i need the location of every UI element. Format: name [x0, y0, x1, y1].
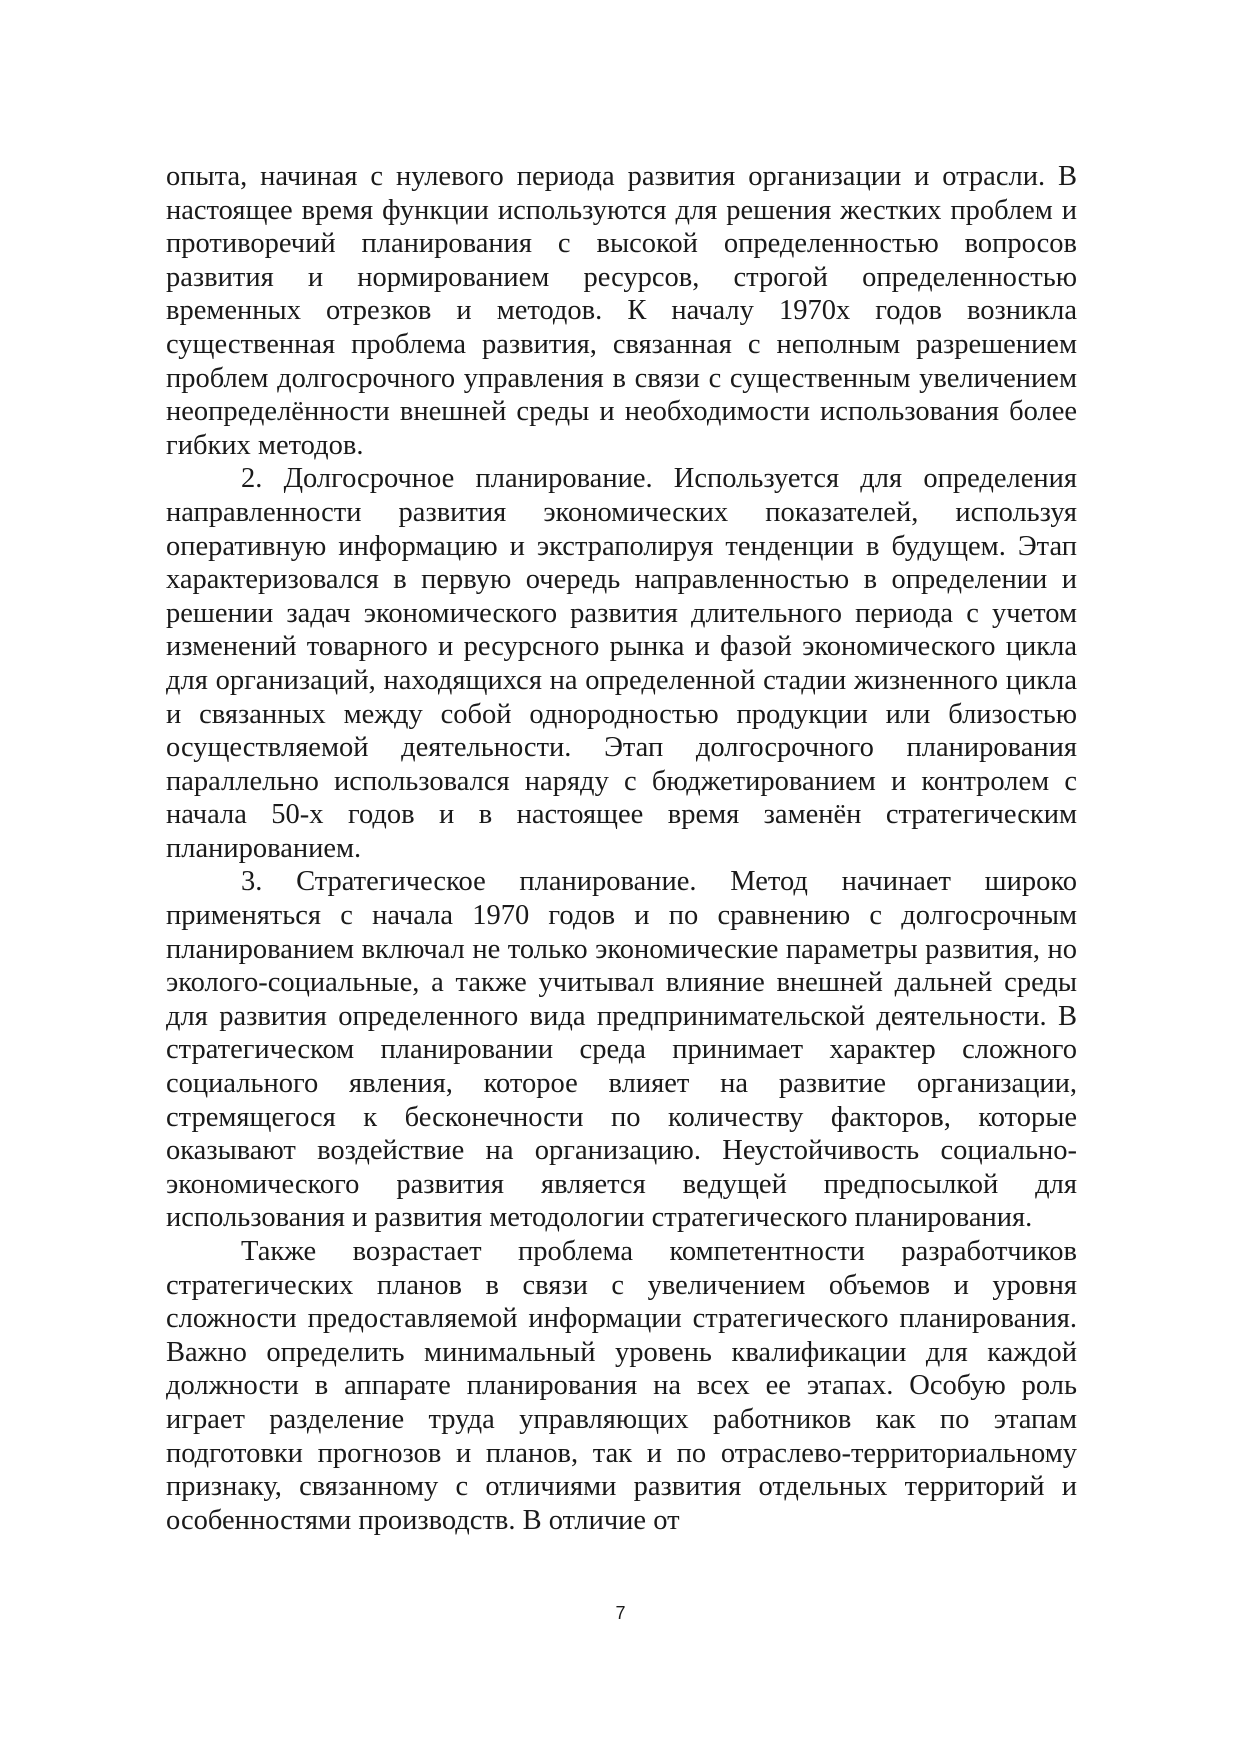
- document-body: [166, 160, 1077, 1537]
- paragraph-long-term-planning: 2. Долгосрочное планирование. Используется для определения направленности развития экономических показателей, используя оперативную информацию и экстраполируя тенденции в будущем. Этап характеризовался в первую очередь направленностью в определении и решении задач экономического развития длительного периода с учетом изменений товарного и ресурсного рынка и фазой экономического цикла для организаций, находящихся на определенной стадии жизненного цикла и связанных между собой однородностью продукции или близостью осуществляемой деятельности. Этап долгосрочного планирования параллельно использовался наряду с бюджетированием и контролем с начала 50-х годов и в настоящее время заменён стратегическим планированием.: [166, 463, 1077, 864]
- paragraph-competence: Также возрастает проблема компетентности разработчиков стратегических планов в связи с увеличением объемов и уровня сложности предоставляемой информации стратегического планирования. Важно определить минимальный уровень квалификации для каждой должности в аппарате планирования на всех ее этапах. Особую роль играет разделение труда управляющих работников как по этапам подготовки прогнозов и планов, так и по отраслево-территориальному признаку, связанному с отличиями развития отдельных территорий и особенностями производств. В отличие от: [166, 1236, 1077, 1536]
- page-number: 7: [615, 1603, 626, 1623]
- paragraph-continuation: опыта, начиная с нулевого периода развития организации и отрасли. В настоящее время функции используются для решения жестких проблем и противоречий планирования с высокой определенностью вопросов развития и нормированием ресурсов, строгой определенностью временных отрезков и методов. К началу 1970х годов возникла существенная проблема развития, связанная с неполным разрешением проблем долгосрочного управления в связи с существенным увеличением неопределённости внешней среды и необходимости использования более гибких методов.: [166, 161, 1077, 461]
- paragraph-strategic-planning: 3. Стратегическое планирование. Метод начинает широко применяться с начала 1970 годов и по сравнению с долгосрочным планированием включал не только экономические параметры развития, но эколого-социальные, а также учитывал влияние внешней дальней среды для развития определенного вида предпринимательской деятельности. В стратегическом планировании среда принимает характер сложного социального явления, которое влияет на развитие организации, стремящегося к бесконечности по количеству факторов, которые оказывают воздействие на организацию. Неустойчивость социально-экономического развития является ведущей предпосылкой для использования и развития методологии стратегического планирования.: [166, 866, 1077, 1234]
